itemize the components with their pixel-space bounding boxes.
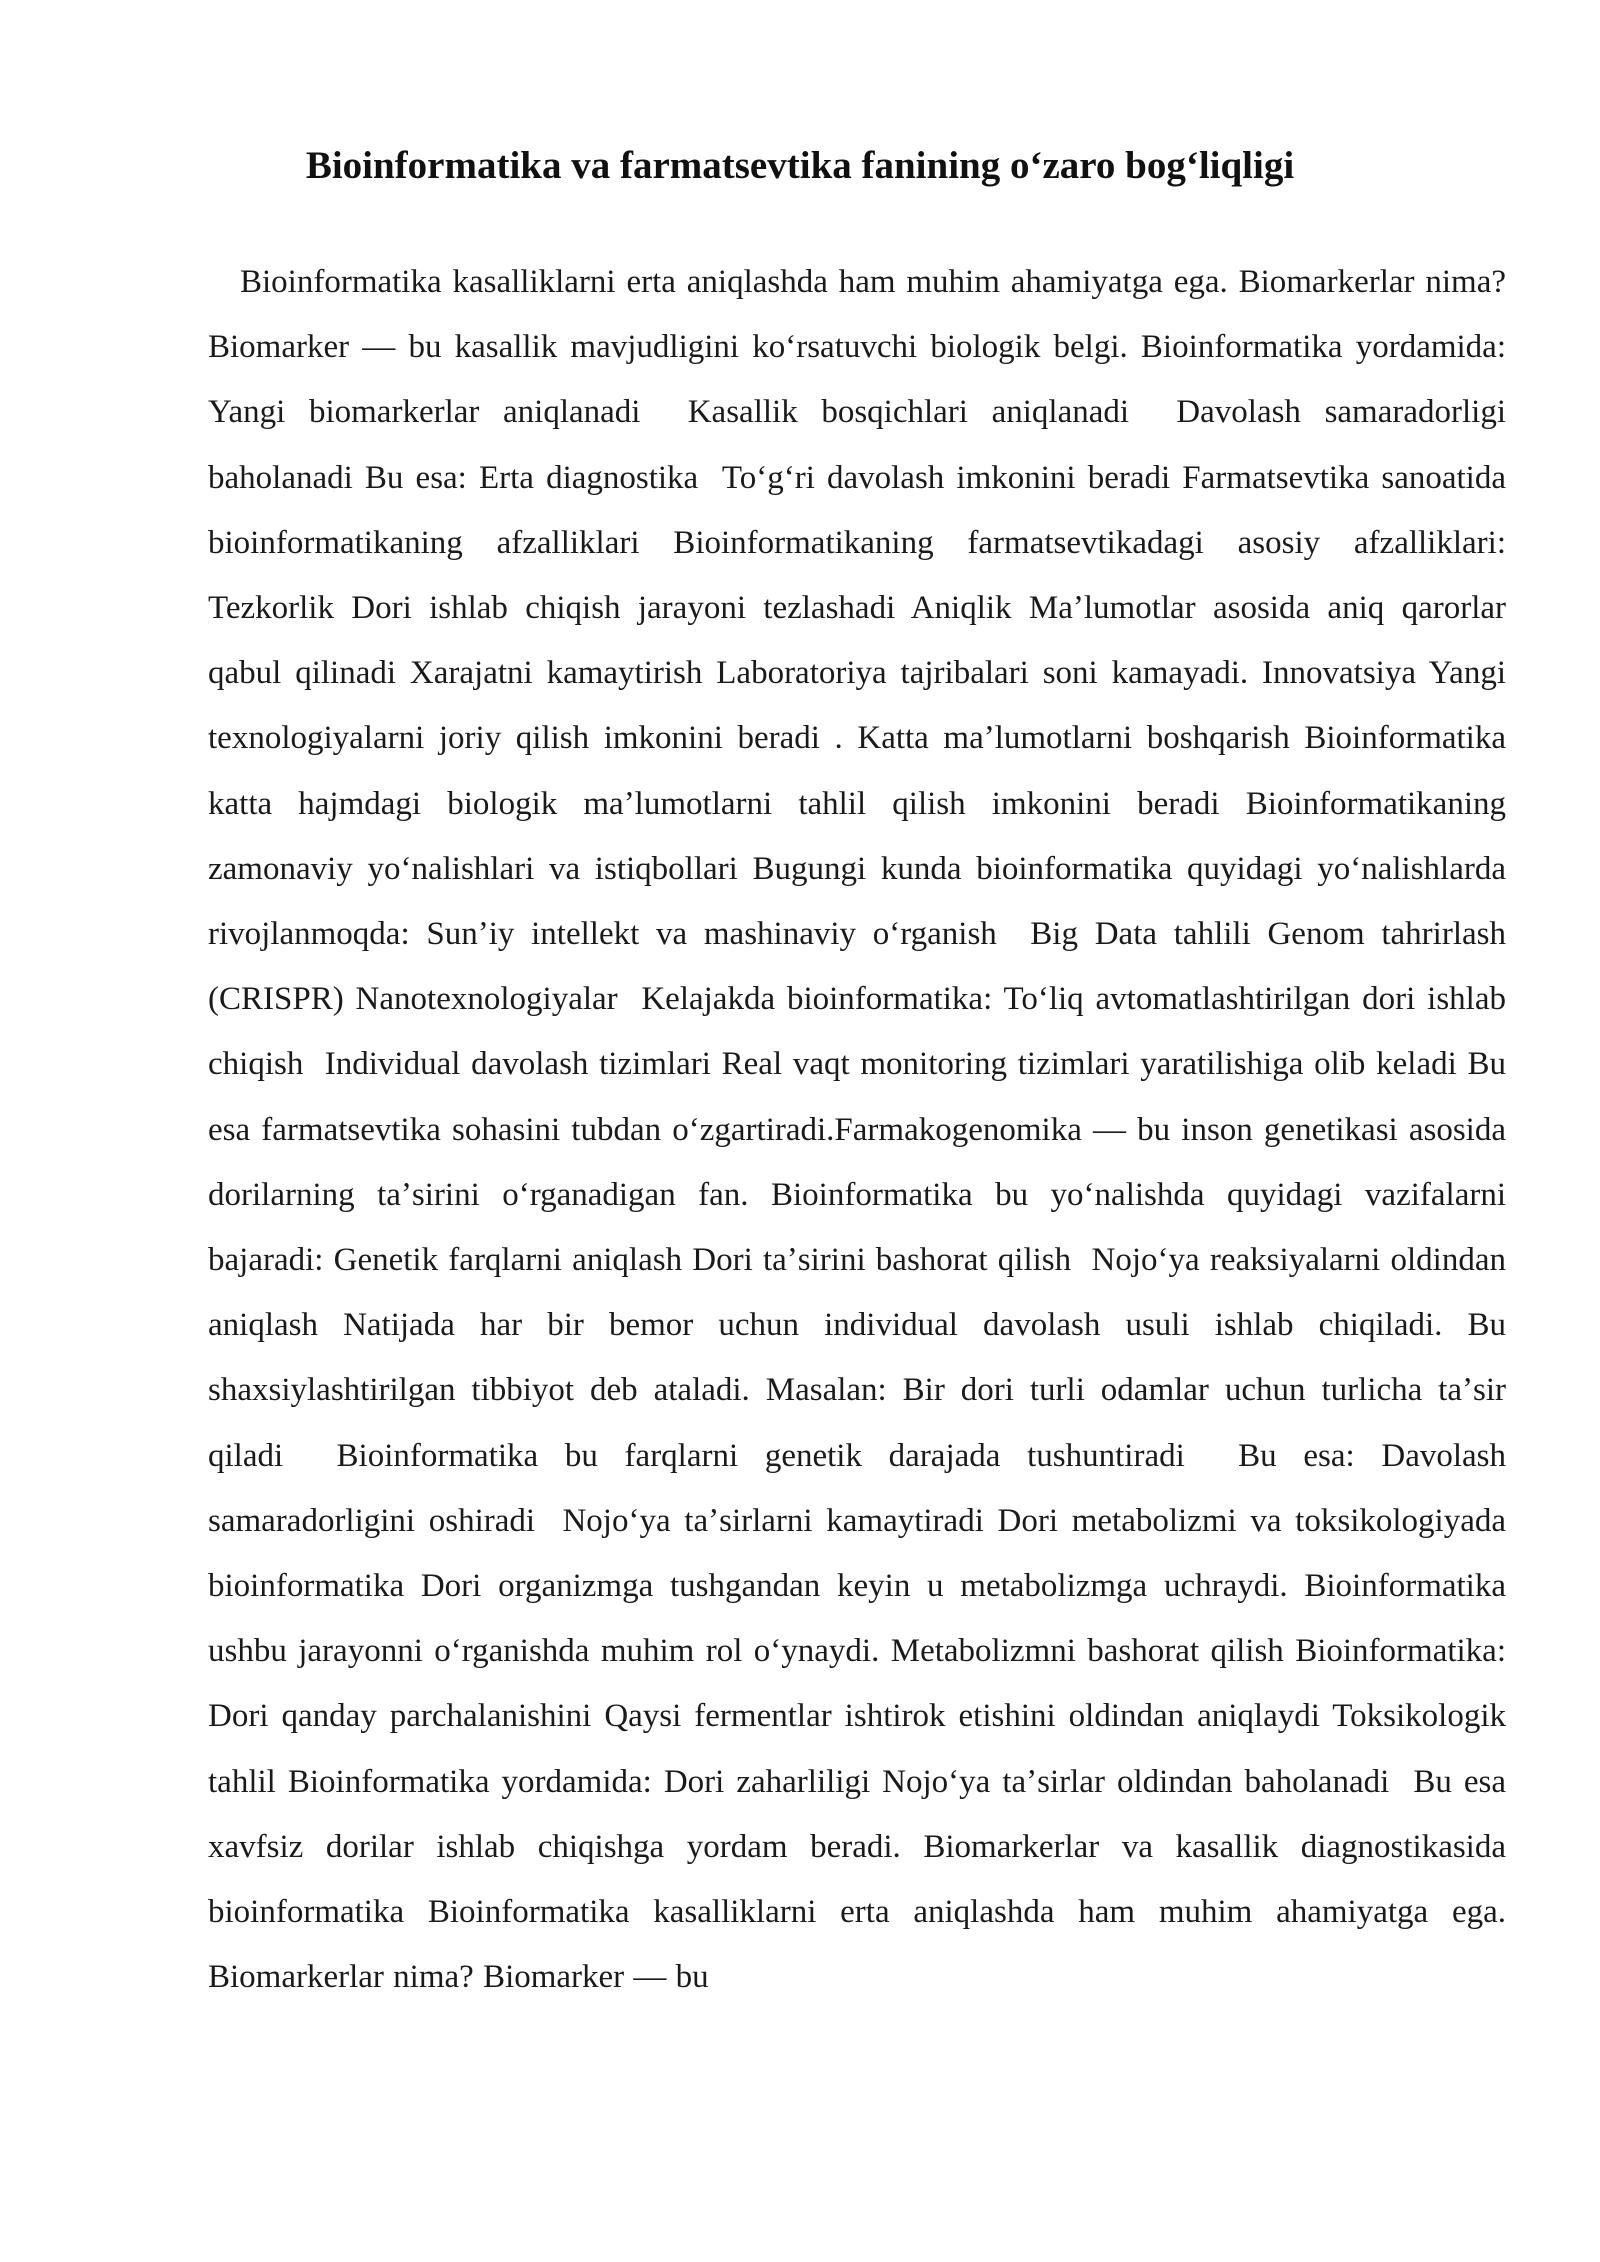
document-body-paragraph: Bioinformatika kasalliklarni erta aniqlashda ham muhim ahamiyatga ega. Biomarkerlar nima? Biomarker — bu kasallik mavjudligini koʻrsatuvchi biologik belgi. Bioinformatika yordamida: Yangi biomarkerlar aniqlanadi Kasallik bosqichlari aniqlanadi Davolash samaradorligi baholanadi Bu esa: Erta diagnostika Toʻgʻri davolash imkonini beradi Farmatsevtika sanoatida bioinformatikaning afzalliklari Bioinformatikaning farmatsevtikadagi asosiy afzalliklari: Tezkorlik Dori ishlab chiqish jarayoni tezlashadi Aniqlik Maʼlumotlar asosida aniq qarorlar qabul qilinadi Xarajatni kamaytirish Laboratoriya tajribalari soni kamayadi. Innovatsiya Yangi texnologiyalarni joriy qilish imkonini beradi . Katta maʼlumotlarni boshqarish Bioinformatika katta hajmdagi biologik maʼlumotlarni tahlil qilish imkonini beradi Bioinformatikaning zamonaviy yoʻnalishlari va istiqbollari Bugungi kunda bioinformatika quyidagi yoʻnalishlarda rivojlanmoqda: Sunʼiy intellekt va mashinaviy oʻrganish Big Data tahlili Genom tahrirlash (CRISPR) Nanotexnologiyalar Kelajakda bioinformatika: Toʻliq avtomatlashtirilgan dori ishlab chiqish Individual davolash tizimlari Real vaqt monitoring tizimlari yaratilishiga olib keladi Bu esa farmatsevtika sohasini tubdan oʻzgartiradi.Farmakogenomika — bu inson genetikasi asosida dorilarning taʼsirini oʻrganadigan fan. Bioinformatika bu yoʻnalishda quyidagi vazifalarni bajaradi: Genetik farqlarni aniqlash Dori taʼsirini bashorat qilish Nojoʻya reaksiyalarni oldindan aniqlash Natijada har bir bemor uchun individual davolash usuli ishlab chiqiladi. Bu shaxsiylashtirilgan tibbiyot deb ataladi. Masalan: Bir dori turli odamlar uchun turlicha taʼsir qiladi Bioinformatika bu farqlarni genetik darajada tushuntiradi Bu esa: Davolash samaradorligini oshiradi Nojoʻya taʼsirlarni kamaytiradi Dori metabolizmi va toksikologiyada bioinformatika Dori organizmga tushgandan keyin u metabolizmga uchraydi. Bioinformatika ushbu jarayonni oʻrganishda muhim rol oʻynaydi. Metabolizmni bashorat qilish Bioinformatika: Dori qanday parchalanishini Qaysi fermentlar ishtirok etishini oldindan aniqlaydi Toksikologik tahlil Bioinformatika yordamida: Dori zaharliligi Nojoʻya taʼsirlar oldindan baholanadi Bu esa xavfsiz dorilar ishlab chiqishga yordam beradi. Biomarkerlar va kasallik diagnostikasida bioinformatika Bioinformatika kasalliklarni erta aniqlashda ham muhim ahamiyatga ega. Biomarkerlar nima? Biomarker — bu bbox=[208, 264, 1516, 1996]
document-title: Bioinformatika va farmatsevtika fanining oʻzaro bogʻliqligi bbox=[305, 144, 1295, 187]
